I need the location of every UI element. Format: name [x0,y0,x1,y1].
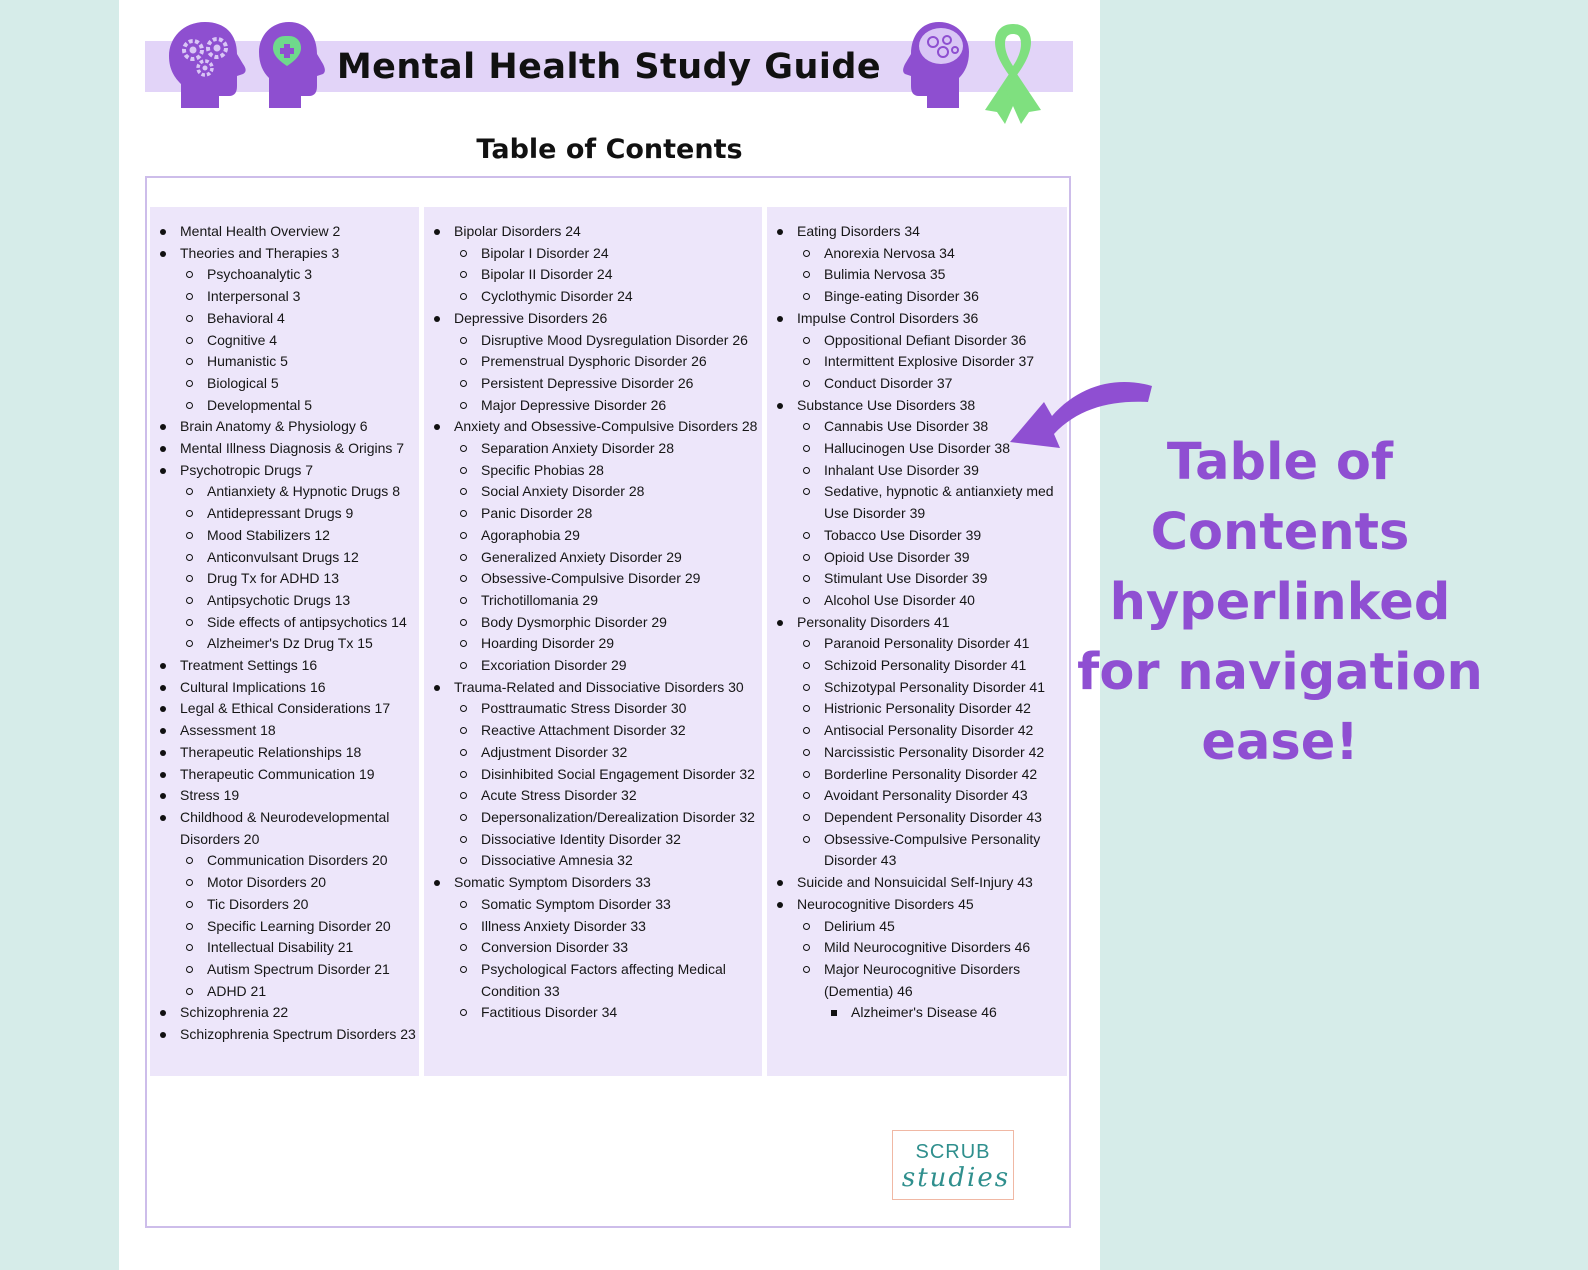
toc-column-3 [767,207,1067,1076]
toc-entry[interactable]: Schizophrenia 22 [150,1002,419,1024]
hyperlink-callout [1060,428,1500,778]
toc-entry[interactable]: Stimulant Use Disorder 39 [767,568,1067,590]
toc-entry[interactable]: Personality Disorders 41 [767,612,1067,634]
toc-entry[interactable]: Borderline Personality Disorder 42 [767,764,1067,786]
callout-line-3: hyperlinked [1109,573,1451,632]
toc-entry[interactable]: Somatic Symptom Disorder 33 [424,894,762,916]
toc-entry[interactable]: Assessment 18 [150,720,419,742]
toc-entry[interactable]: Mild Neurocognitive Disorders 46 [767,937,1067,959]
toc-entry[interactable]: Adjustment Disorder 32 [424,742,762,764]
toc-entry[interactable]: Alcohol Use Disorder 40 [767,590,1067,612]
toc-entry[interactable]: Oppositional Defiant Disorder 36 [767,330,1067,352]
toc-entry[interactable]: Behavioral 4 [150,308,419,330]
brain-head-icon [901,20,971,110]
toc-entry[interactable]: Biological 5 [150,373,419,395]
toc-entry[interactable]: Premenstrual Dysphoric Disorder 26 [424,351,762,373]
toc-entry[interactable]: Alzheimer's Disease 46 [767,1002,1067,1024]
toc-entry[interactable]: Dissociative Identity Disorder 32 [424,829,762,851]
toc-entry[interactable]: Excoriation Disorder 29 [424,655,762,677]
toc-entry[interactable]: Eating Disorders 34 [767,221,1067,243]
toc-entry[interactable]: Substance Use Disorders 38 [767,395,1067,417]
toc-column-2 [424,207,762,1076]
toc-entry[interactable]: Anorexia Nervosa 34 [767,243,1067,265]
toc-entry[interactable]: Major Neurocognitive Disorders (Dementia) 46 [767,959,1067,1002]
toc-entry[interactable]: Cultural Implications 16 [150,677,419,699]
toc-entry[interactable]: Motor Disorders 20 [150,872,419,894]
toc-entry[interactable]: Obsessive-Compulsive Personality Disorder 43 [767,829,1067,872]
toc-entry[interactable]: Cyclothymic Disorder 24 [424,286,762,308]
toc-entry[interactable]: Therapeutic Communication 19 [150,764,419,786]
toc-entry[interactable]: Antisocial Personality Disorder 42 [767,720,1067,742]
toc-entry[interactable]: Developmental 5 [150,395,419,417]
toc-entry[interactable]: Disinhibited Social Engagement Disorder 32 [424,764,762,786]
toc-entry[interactable]: Inhalant Use Disorder 39 [767,460,1067,482]
toc-entry[interactable]: Conversion Disorder 33 [424,937,762,959]
toc-entry[interactable]: Social Anxiety Disorder 28 [424,481,762,503]
toc-entry[interactable]: Somatic Symptom Disorders 33 [424,872,762,894]
toc-entry[interactable]: Alzheimer's Dz Drug Tx 15 [150,633,419,655]
toc-entry[interactable]: Brain Anatomy & Physiology 6 [150,416,419,438]
toc-entry[interactable]: Communication Disorders 20 [150,850,419,872]
toc-entry[interactable]: Psychotropic Drugs 7 [150,460,419,482]
toc-entry[interactable]: Neurocognitive Disorders 45 [767,894,1067,916]
toc-entry[interactable]: Side effects of antipsychotics 14 [150,612,419,634]
toc-entry[interactable]: Anticonvulsant Drugs 12 [150,547,419,569]
toc-entry[interactable]: Obsessive-Compulsive Disorder 29 [424,568,762,590]
toc-entry[interactable]: Drug Tx for ADHD 13 [150,568,419,590]
head-heart-icon [257,20,327,110]
head-gears-icon [167,18,249,110]
toc-entry[interactable]: Treatment Settings 16 [150,655,419,677]
toc-entry[interactable]: Hoarding Disorder 29 [424,633,762,655]
toc-entry[interactable]: Therapeutic Relationships 18 [150,742,419,764]
toc-entry[interactable]: Interpersonal 3 [150,286,419,308]
logo-top-text: SCRUB [915,1141,991,1163]
toc-entry[interactable]: Disruptive Mood Dysregulation Disorder 26 [424,330,762,352]
toc-entry[interactable]: Trauma-Related and Dissociative Disorders 30 [424,677,762,699]
toc-entry[interactable]: Tobacco Use Disorder 39 [767,525,1067,547]
toc-entry[interactable]: Antianxiety & Hypnotic Drugs 8 [150,481,419,503]
toc-entry[interactable]: Cannabis Use Disorder 38 [767,416,1067,438]
toc-entry[interactable]: Intellectual Disability 21 [150,937,419,959]
toc-entry[interactable]: Binge-eating Disorder 36 [767,286,1067,308]
toc-entry[interactable]: Opioid Use Disorder 39 [767,547,1067,569]
study-guide-page [119,0,1100,1270]
toc-entry[interactable]: Conduct Disorder 37 [767,373,1067,395]
toc-entry[interactable]: Specific Learning Disorder 20 [150,916,419,938]
toc-entry[interactable]: Hallucinogen Use Disorder 38 [767,438,1067,460]
toc-entry[interactable]: Delirium 45 [767,916,1067,938]
toc-entry[interactable]: Bipolar I Disorder 24 [424,243,762,265]
toc-entry[interactable]: Bulimia Nervosa 35 [767,264,1067,286]
toc-entry[interactable]: Separation Anxiety Disorder 28 [424,438,762,460]
scrub-studies-logo [892,1130,1014,1200]
toc-entry[interactable]: Trichotillomania 29 [424,590,762,612]
toc-entry[interactable]: Posttraumatic Stress Disorder 30 [424,698,762,720]
toc-entry[interactable]: Dependent Personality Disorder 43 [767,807,1067,829]
callout-line-5: ease! [1201,713,1359,772]
toc-entry[interactable]: Specific Phobias 28 [424,460,762,482]
toc-entry[interactable]: Psychoanalytic 3 [150,264,419,286]
toc-entry[interactable]: Mental Health Overview 2 [150,221,419,243]
toc-entry[interactable]: Dissociative Amnesia 32 [424,850,762,872]
toc-entry[interactable]: Schizotypal Personality Disorder 41 [767,677,1067,699]
toc-entry[interactable]: Sedative, hypnotic & antianxiety med Use Disorder 39 [767,481,1067,524]
toc-entry[interactable]: Illness Anxiety Disorder 33 [424,916,762,938]
toc-entry[interactable]: Antipsychotic Drugs 13 [150,590,419,612]
toc-entry[interactable]: Histrionic Personality Disorder 42 [767,698,1067,720]
toc-entry[interactable]: Anxiety and Obsessive-Compulsive Disorders 28 [424,416,762,438]
awareness-ribbon-icon [975,18,1051,126]
toc-entry[interactable]: Agoraphobia 29 [424,525,762,547]
toc-entry[interactable]: Schizoid Personality Disorder 41 [767,655,1067,677]
toc-entry[interactable]: Cognitive 4 [150,330,419,352]
toc-entry[interactable]: Acute Stress Disorder 32 [424,785,762,807]
toc-entry[interactable]: Antidepressant Drugs 9 [150,503,419,525]
toc-entry[interactable]: Legal & Ethical Considerations 17 [150,698,419,720]
toc-entry[interactable]: Generalized Anxiety Disorder 29 [424,547,762,569]
toc-entry[interactable]: Factitious Disorder 34 [424,1002,762,1024]
toc-entry[interactable]: Body Dysmorphic Disorder 29 [424,612,762,634]
toc-entry[interactable]: Childhood & Neurodevelopmental Disorders 20 [150,807,419,850]
toc-entry[interactable]: Theories and Therapies 3 [150,243,419,265]
toc-entry[interactable]: Intermittent Explosive Disorder 37 [767,351,1067,373]
toc-heading: Table of Contents [476,134,743,165]
toc-entry[interactable]: Impulse Control Disorders 36 [767,308,1067,330]
toc-entry[interactable]: Depersonalization/Derealization Disorder 32 [424,807,762,829]
toc-entry[interactable]: Humanistic 5 [150,351,419,373]
toc-entry[interactable]: Depressive Disorders 26 [424,308,762,330]
toc-entry[interactable]: Panic Disorder 28 [424,503,762,525]
toc-entry[interactable]: Schizophrenia Spectrum Disorders 23 [150,1024,419,1046]
callout-line-4: for navigation [1077,643,1483,702]
toc-entry[interactable]: Major Depressive Disorder 26 [424,395,762,417]
toc-entry[interactable]: Psychological Factors affecting Medical Condition 33 [424,959,762,1002]
toc-column-1 [150,207,419,1076]
callout-line-1: Table of [1166,433,1394,492]
logo-bottom-text: studies [901,1163,1011,1193]
toc-entry[interactable]: Mood Stabilizers 12 [150,525,419,547]
page-title: Mental Health Study Guide [336,46,882,87]
toc-entry[interactable]: Bipolar Disorders 24 [424,221,762,243]
toc-entry[interactable]: Mental Illness Diagnosis & Origins 7 [150,438,419,460]
toc-entry[interactable]: Suicide and Nonsuicidal Self-Injury 43 [767,872,1067,894]
toc-entry[interactable]: Narcissistic Personality Disorder 42 [767,742,1067,764]
toc-entry[interactable]: Stress 19 [150,785,419,807]
toc-entry[interactable]: Tic Disorders 20 [150,894,419,916]
toc-entry[interactable]: Reactive Attachment Disorder 32 [424,720,762,742]
toc-entry[interactable]: Avoidant Personality Disorder 43 [767,785,1067,807]
toc-entry[interactable]: ADHD 21 [150,981,419,1003]
toc-entry[interactable]: Autism Spectrum Disorder 21 [150,959,419,981]
toc-entry[interactable]: Bipolar II Disorder 24 [424,264,762,286]
toc-entry[interactable]: Paranoid Personality Disorder 41 [767,633,1067,655]
callout-line-2: Contents [1150,503,1410,562]
toc-entry[interactable]: Persistent Depressive Disorder 26 [424,373,762,395]
